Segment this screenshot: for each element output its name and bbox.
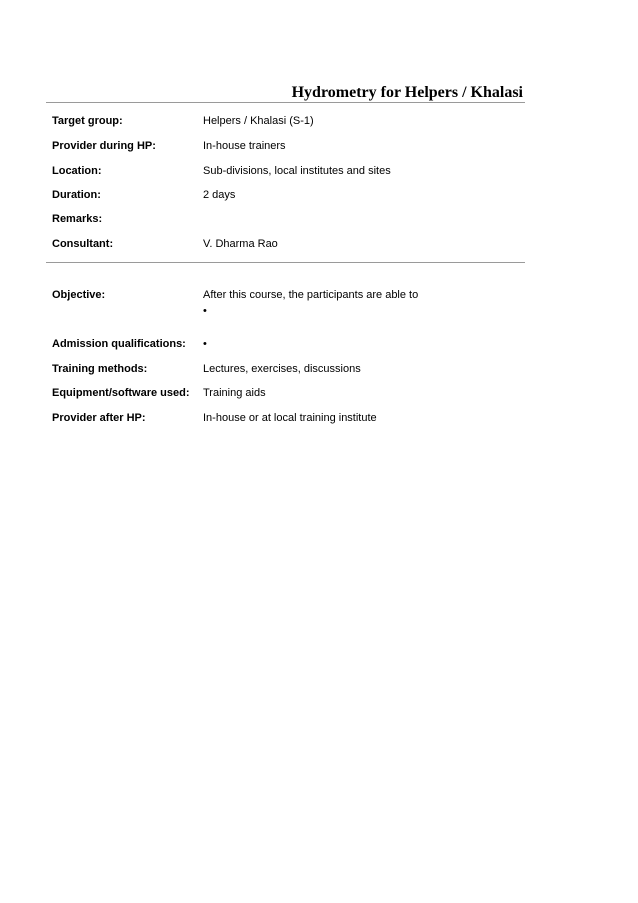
section-divider	[46, 262, 525, 263]
value-location: Sub-divisions, local institutes and sites	[203, 165, 391, 177]
label-consultant: Consultant:	[52, 238, 114, 250]
value-provider-after-hp: In-house or at local training institute	[203, 412, 377, 424]
document-title: Hydrometry for Helpers / Khalasi	[291, 84, 523, 101]
label-duration: Duration:	[52, 189, 101, 201]
value-objective: After this course, the participants are able to	[203, 289, 419, 301]
value-duration: 2 days	[203, 189, 236, 201]
label-provider-during-hp: Provider during HP:	[52, 140, 156, 152]
value-training-methods: Lectures, exercises, discussions	[203, 363, 361, 375]
label-training-methods: Training methods:	[52, 363, 148, 375]
value-equipment: Training aids	[203, 387, 266, 399]
value-target-group: Helpers / Khalasi (S-1)	[203, 115, 314, 127]
label-target-group: Target group:	[52, 115, 123, 127]
label-provider-after-hp: Provider after HP:	[52, 412, 146, 424]
admission-bullet: •	[203, 338, 207, 350]
label-objective: Objective:	[52, 289, 106, 301]
label-admission: Admission qualifications:	[52, 338, 186, 350]
label-equipment: Equipment/software used:	[52, 387, 190, 399]
label-remarks: Remarks:	[52, 213, 103, 225]
title-divider	[46, 102, 525, 103]
value-consultant: V. Dharma Rao	[203, 238, 278, 250]
label-location: Location:	[52, 165, 102, 177]
value-provider-during-hp: In-house trainers	[203, 140, 286, 152]
objective-bullet: •	[203, 305, 207, 317]
